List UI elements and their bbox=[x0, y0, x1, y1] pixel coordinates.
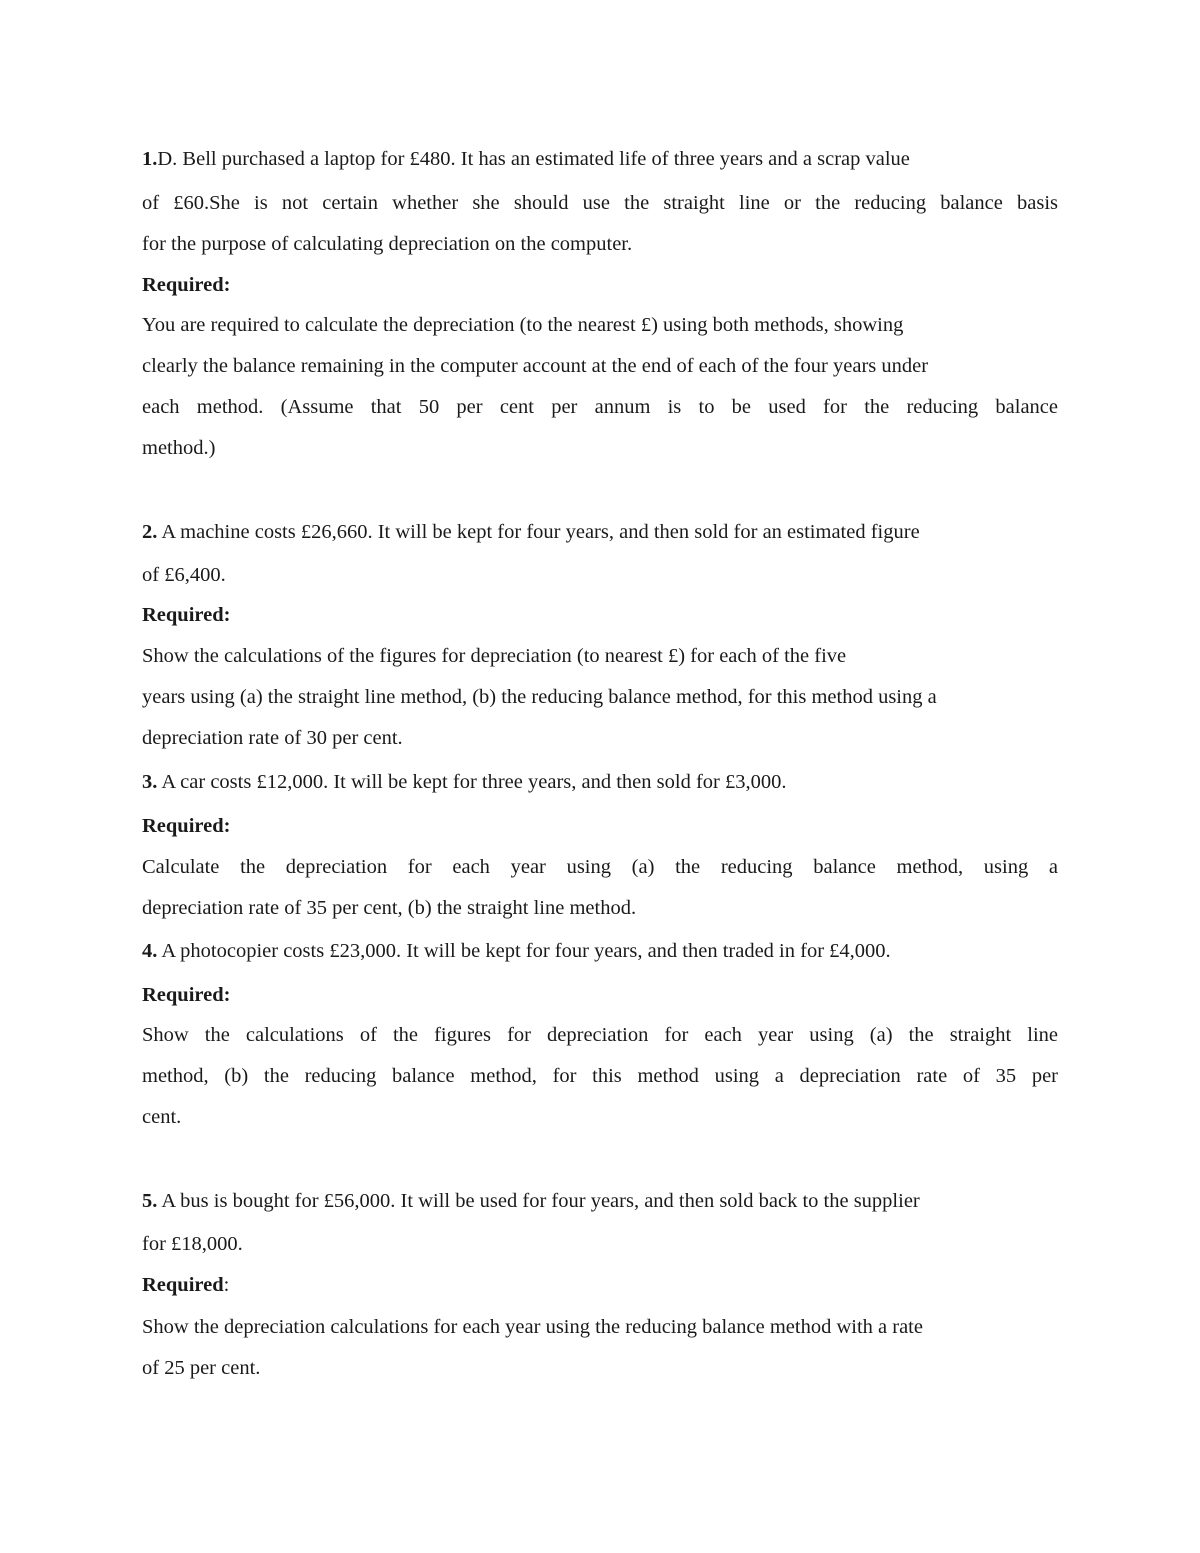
question-number: 4. bbox=[142, 940, 158, 962]
question-2-line-1: 2. A machine costs £26,660. It will be kept for four years, and then sold for an estimated figure bbox=[142, 521, 920, 543]
question-5-required-line-2: of 25 per cent. bbox=[142, 1357, 261, 1379]
question-4-required-line-2: method, (b) the reducing balance method, for this method using a depreciation rate of 35 per bbox=[142, 1065, 1058, 1087]
question-number: 2. bbox=[142, 521, 158, 543]
question-3-required-line-2: depreciation rate of 35 per cent, (b) the straight line method. bbox=[142, 897, 637, 919]
question-1-required-line-2: clearly the balance remaining in the computer account at the end of each of the four years under bbox=[142, 355, 929, 377]
question-number: 5. bbox=[142, 1190, 158, 1212]
question-1-required-line-1: You are required to calculate the depreciation (to the nearest £) using both methods, showing bbox=[142, 314, 904, 336]
question-1-required-line-4: method.) bbox=[142, 437, 216, 459]
question-1-line-3: for the purpose of calculating depreciation on the computer. bbox=[142, 233, 633, 255]
required-heading: Required: bbox=[142, 604, 231, 626]
question-1-line-2: of £60.She is not certain whether she should use the straight line or the reducing balance basis bbox=[142, 192, 1058, 214]
question-5-line-1: 5. A bus is bought for £56,000. It will be used for four years, and then sold back to the supplier bbox=[142, 1190, 920, 1212]
question-4-line-1: 4. A photocopier costs £23,000. It will be kept for four years, and then traded in for £4,000. bbox=[142, 940, 891, 962]
required-heading: Required: bbox=[142, 984, 231, 1006]
required-heading: Required: bbox=[142, 1274, 230, 1296]
question-2-required-line-2: years using (a) the straight line method, (b) the reducing balance method, for this method using a bbox=[142, 686, 937, 708]
question-number: 1. bbox=[142, 148, 158, 170]
question-3-required-line-1: Calculate the depreciation for each year using (a) the reducing balance method, using a bbox=[142, 856, 1058, 878]
question-2-required-line-3: depreciation rate of 30 per cent. bbox=[142, 727, 403, 749]
question-4-required-line-1: Show the calculations of the figures for depreciation for each year using (a) the straight line bbox=[142, 1024, 1058, 1046]
question-5-line-2: for £18,000. bbox=[142, 1233, 243, 1255]
question-4-required-line-3: cent. bbox=[142, 1106, 182, 1128]
question-3-line-1: 3. A car costs £12,000. It will be kept for three years, and then sold for £3,000. bbox=[142, 771, 787, 793]
question-2-line-2: of £6,400. bbox=[142, 564, 226, 586]
question-1-line-1: 1.D. Bell purchased a laptop for £480. It has an estimated life of three years and a scrap value bbox=[142, 148, 910, 170]
question-number: 3. bbox=[142, 771, 158, 793]
required-heading: Required: bbox=[142, 815, 231, 837]
question-1-required-line-3: each method. (Assume that 50 per cent per annum is to be used for the reducing balance bbox=[142, 396, 1058, 418]
question-2-required-line-1: Show the calculations of the figures for depreciation (to nearest £) for each of the five bbox=[142, 645, 847, 667]
required-heading: Required: bbox=[142, 274, 231, 296]
question-5-required-line-1: Show the depreciation calculations for each year using the reducing balance method with a rate bbox=[142, 1316, 923, 1338]
